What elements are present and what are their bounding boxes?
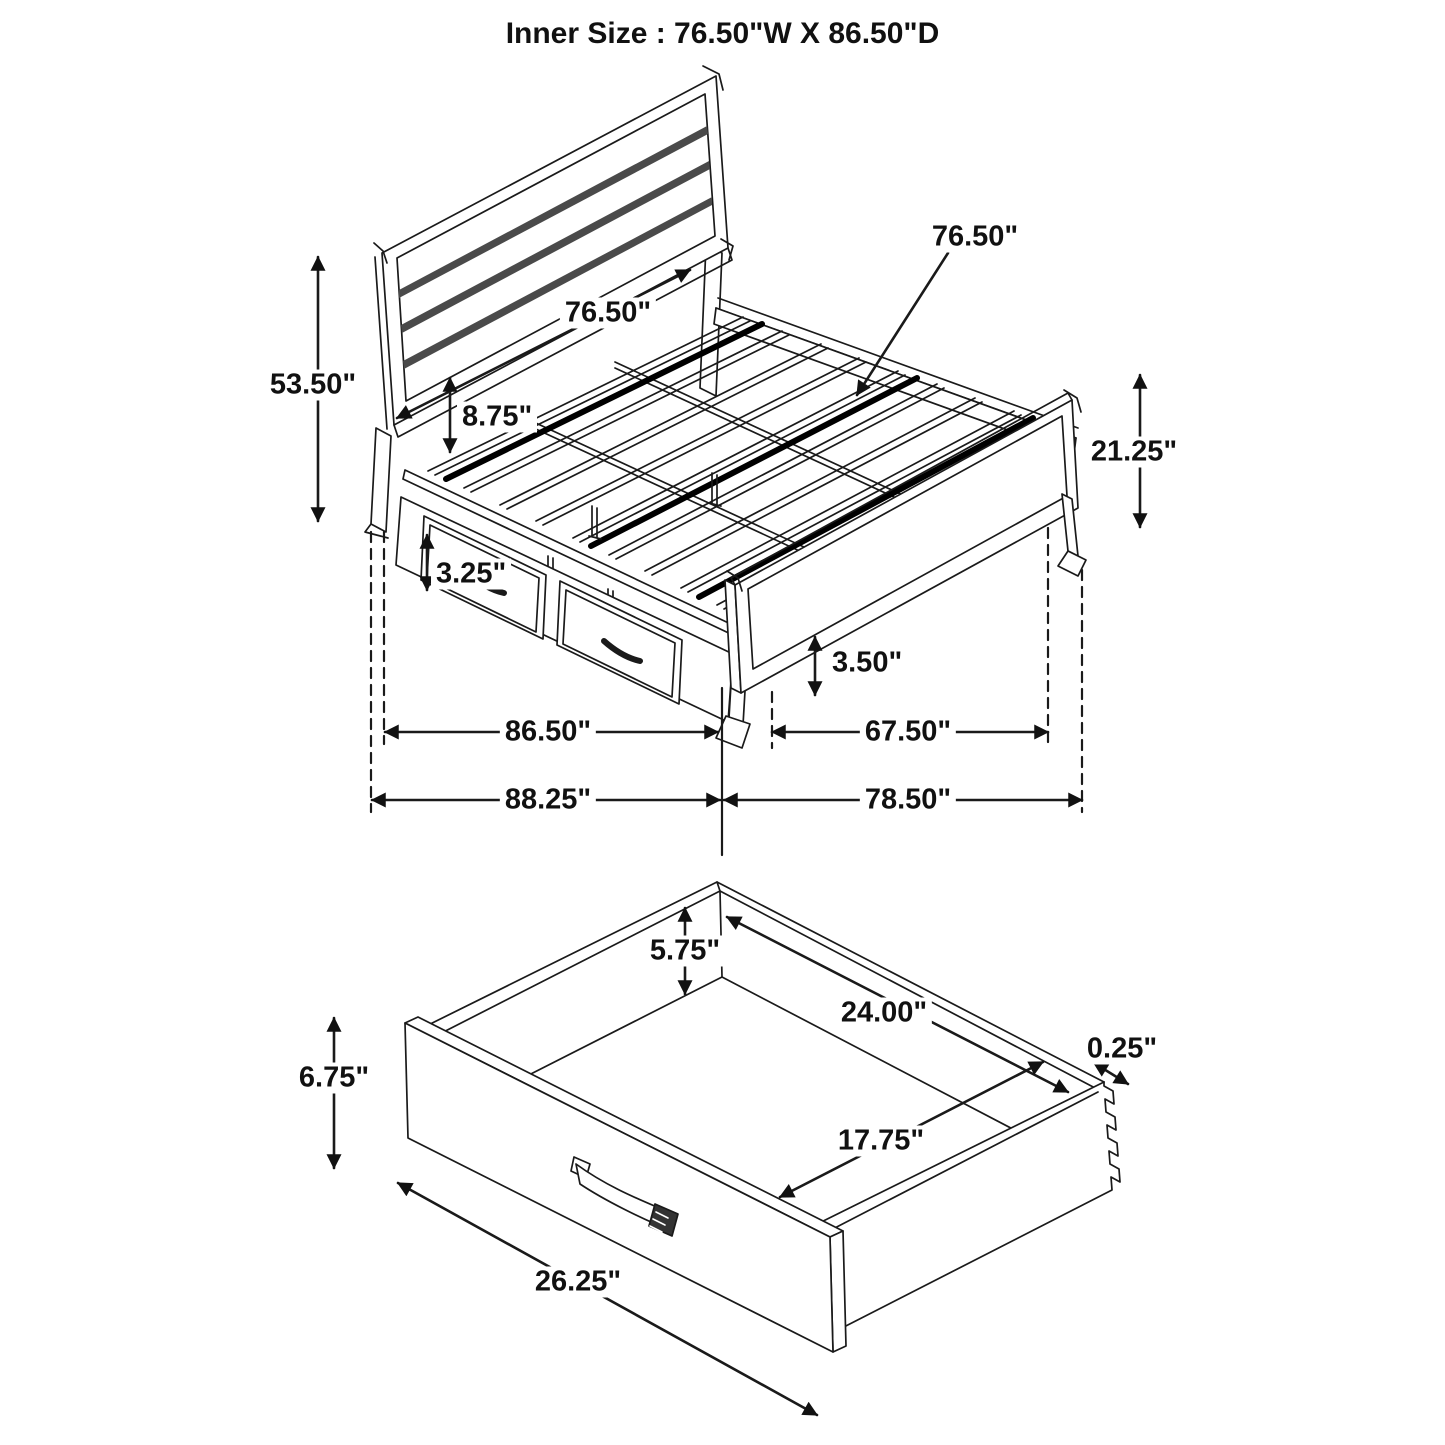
bed-diagram [318,66,1140,855]
dim-footboard-span: 67.50" [860,717,956,748]
dim-leg-height: 3.50" [827,648,907,679]
dim-drawer-side-thickness: 0.25" [1082,1034,1162,1065]
dim-drawer-inner-height: 5.75" [645,936,725,967]
dim-drawer-inner-width: 24.00" [836,998,932,1029]
dim-headboard-width: 76.50" [560,298,656,329]
dim-drawer-front-width: 26.25" [530,1267,626,1298]
dim-drawer-front-height: 6.75" [294,1063,374,1094]
dim-side-thickness-line [1094,1063,1128,1084]
dim-footboard-height: 21.25" [1086,437,1182,468]
dim-drawer-inner-depth: 17.75" [833,1126,929,1157]
drawer-front-panel [405,1023,833,1352]
dim-drawer-front-height: 3.25" [431,559,511,590]
page-title: Inner Size : 76.50"W X 86.50"D [505,17,940,46]
headboard [365,66,733,538]
dim-headboard-height: 53.50" [265,370,361,401]
dim-deck-height: 8.75" [457,402,537,433]
dim-overall-length: 88.25" [500,785,596,816]
drawer-box [405,882,1120,1352]
drawer-diagram [334,882,1128,1415]
dim-overall-width: 78.50" [860,785,956,816]
storage-drawers [396,470,750,748]
dim-slat-width: 76.50" [927,222,1023,253]
dim-slat-width-leader [857,253,948,395]
dim-inner-length: 86.50" [500,717,596,748]
